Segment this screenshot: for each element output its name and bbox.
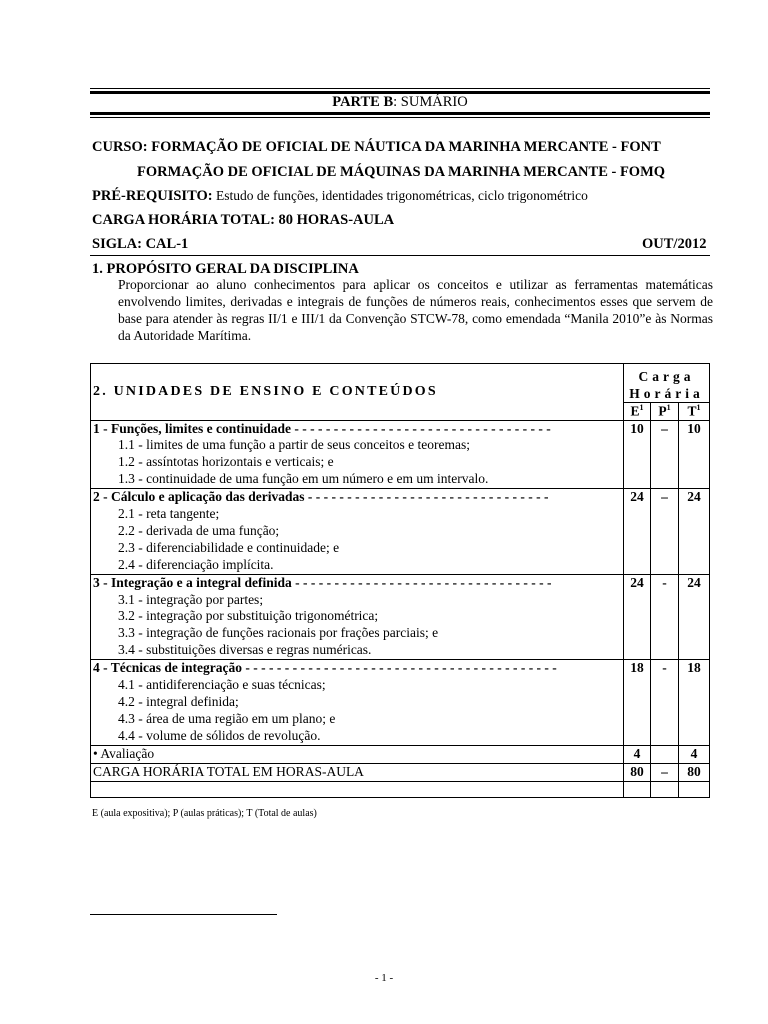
- avaliacao-t: 4: [679, 745, 710, 763]
- prerequisite-line: [92, 188, 588, 205]
- col-e-label: E: [630, 403, 640, 419]
- unit-3-item-3: 3.3 - integração de funções racionais por frações parciais; e: [118, 625, 439, 641]
- col-p-sup: 1: [666, 403, 671, 412]
- unit-2-item-3: 2.3 - diferenciabilidade e continuidade; e: [118, 539, 340, 555]
- title-bold: PARTE B: [332, 94, 394, 110]
- empty-cell: [651, 781, 679, 797]
- col-t-label: T: [687, 403, 697, 419]
- unit-2-item-4: 2.4 - diferenciação implícita.: [118, 556, 274, 572]
- unit-2-p: –: [651, 489, 679, 575]
- unit-3-p: -: [651, 574, 679, 660]
- title-rule-thin: [90, 117, 710, 118]
- unit-3-item-1: 3.1 - integração por partes;: [118, 591, 264, 607]
- unit-2-e: 24: [624, 489, 651, 575]
- unit-3-e: 24: [624, 574, 651, 660]
- table-row: [91, 660, 710, 746]
- avaliacao-row: [91, 745, 710, 763]
- col-e-header: [624, 403, 651, 421]
- empty-cell: [91, 781, 624, 797]
- total-t: 80: [679, 763, 710, 781]
- table-row: [91, 574, 710, 660]
- unit-3-item-2: 3.2 - integração por substituição trigonométrica;: [118, 608, 379, 624]
- unit-4-p: -: [651, 660, 679, 746]
- empty-cell: [679, 781, 710, 797]
- date-label: OUT/2012: [642, 236, 707, 252]
- carga-horaria-header: [624, 364, 710, 403]
- avaliacao-p: [651, 745, 679, 763]
- unit-2-title: 2 - Cálculo e aplicação das derivadas - - - - - - - - - - - - - - - - - - - - - - - - - - - - - - -: [93, 489, 549, 505]
- total-p: –: [651, 763, 679, 781]
- unit-4-item-4: 4.4 - volume de sólidos de revolução.: [118, 727, 321, 743]
- sigla-rule: [90, 255, 710, 256]
- empty-row: [91, 781, 710, 797]
- table-row: [91, 420, 710, 489]
- unit-4-t: 18: [679, 660, 710, 746]
- total-label: CARGA HORÁRIA TOTAL EM HORAS-AULA: [91, 763, 624, 781]
- col-t-sup: 1: [696, 403, 701, 412]
- carga-line1: Carga: [638, 369, 695, 384]
- unit-3-t: 24: [679, 574, 710, 660]
- units-heading: 2. UNIDADES DE ENSINO E CONTEÚDOS: [91, 364, 624, 421]
- col-p-label: P: [658, 403, 667, 419]
- unit-3-content: [91, 574, 624, 660]
- unit-4-item-3: 4.3 - área de uma região em um plano; e: [118, 710, 336, 726]
- carga-line2: Horária: [629, 386, 704, 401]
- carga-total-line: CARGA HORÁRIA TOTAL: 80 HORAS-AULA: [92, 212, 395, 228]
- unit-2-item-1: 2.1 - reta tangente;: [118, 506, 220, 522]
- unit-2-t: 24: [679, 489, 710, 575]
- unit-3-title: 3 - Integração e a integral definida - - - - - - - - - - - - - - - - - - - - - - - - - - - - - - - - -: [93, 574, 552, 590]
- unit-3-item-4: 3.4 - substituições diversas e regras numéricas.: [118, 642, 372, 658]
- table-row: [91, 489, 710, 575]
- unit-4-content: [91, 660, 624, 746]
- header-rule-thin: [90, 88, 710, 89]
- table-header-row: [91, 364, 710, 403]
- col-e-sup: 1: [639, 403, 644, 412]
- unit-1-item-2: 1.2 - assíntotas horizontais e verticais; e: [118, 454, 334, 470]
- page-number: - 1 -: [374, 972, 394, 984]
- curso-line-2: FORMAÇÃO DE OFICIAL DE MÁQUINAS DA MARINHA MERCANTE - FOMQ: [137, 164, 666, 180]
- unit-2-item-2: 2.2 - derivada de uma função;: [118, 522, 280, 538]
- section1-heading: 1. PROPÓSITO GERAL DA DISCIPLINA: [92, 261, 359, 277]
- unit-4-item-2: 4.2 - integral definida;: [118, 694, 239, 709]
- unit-1-t: 10: [679, 420, 710, 489]
- table-footnote: E (aula expositiva); P (aulas práticas); T (Total de aulas): [92, 808, 317, 819]
- unit-1-item-3: 1.3 - continuidade de uma função em um número e em um intervalo.: [118, 471, 489, 487]
- title-rule-thick: [90, 112, 710, 115]
- title-rest: : SUMÁRIO: [393, 94, 468, 110]
- unit-1-content: [91, 420, 624, 489]
- page-title: [90, 94, 710, 111]
- footnote-rule: [90, 914, 277, 915]
- avaliacao-e: 4: [624, 745, 651, 763]
- empty-cell: [624, 781, 651, 797]
- total-e: 80: [624, 763, 651, 781]
- col-p-header: [651, 403, 679, 421]
- unit-1-p: –: [651, 420, 679, 489]
- total-row: [91, 763, 710, 781]
- section1-text: Proporcionar ao aluno conhecimentos para aplicar os conceitos e utilizar as ferramentas matemáticas envolvendo limites, derivadas e integrais de funções de números reais, conhecimentos esses que servem de base para atender às regras II/1 e III/1 da Convenção STCW-78, como emendada “Manila 2010”e às Normas da Autoridade Marítima.: [118, 277, 713, 343]
- unit-4-item-1: 4.1 - antidiferenciação e suas técnicas;: [118, 677, 326, 693]
- unit-1-e: 10: [624, 420, 651, 489]
- prereq-label: PRÉ-REQUISITO:: [92, 188, 213, 204]
- unit-2-content: [91, 489, 624, 575]
- units-table: [90, 363, 710, 798]
- unit-4-e: 18: [624, 660, 651, 746]
- curso-line-1: CURSO: FORMAÇÃO DE OFICIAL DE NÁUTICA DA MARINHA MERCANTE - FONT: [92, 139, 661, 155]
- prereq-text: Estudo de funções, identidades trigonométricas, ciclo trigonométrico: [212, 188, 588, 203]
- unit-1-item-1: 1.1 - limites de uma função a partir de seus conceitos e teoremas;: [118, 437, 471, 453]
- col-t-header: [679, 403, 710, 421]
- unit-4-title: 4 - Técnicas de integração - - - - - - - - - - - - - - - - - - - - - - - - - - - - - - - - - - - - - - - -: [93, 660, 557, 676]
- sigla-line: SIGLA: CAL-1: [92, 236, 189, 252]
- unit-1-title: 1 - Funções, limites e continuidade - - - - - - - - - - - - - - - - - - - - - - - - - - - - - - - - -: [93, 420, 551, 436]
- avaliacao-label: • Avaliação: [91, 745, 624, 763]
